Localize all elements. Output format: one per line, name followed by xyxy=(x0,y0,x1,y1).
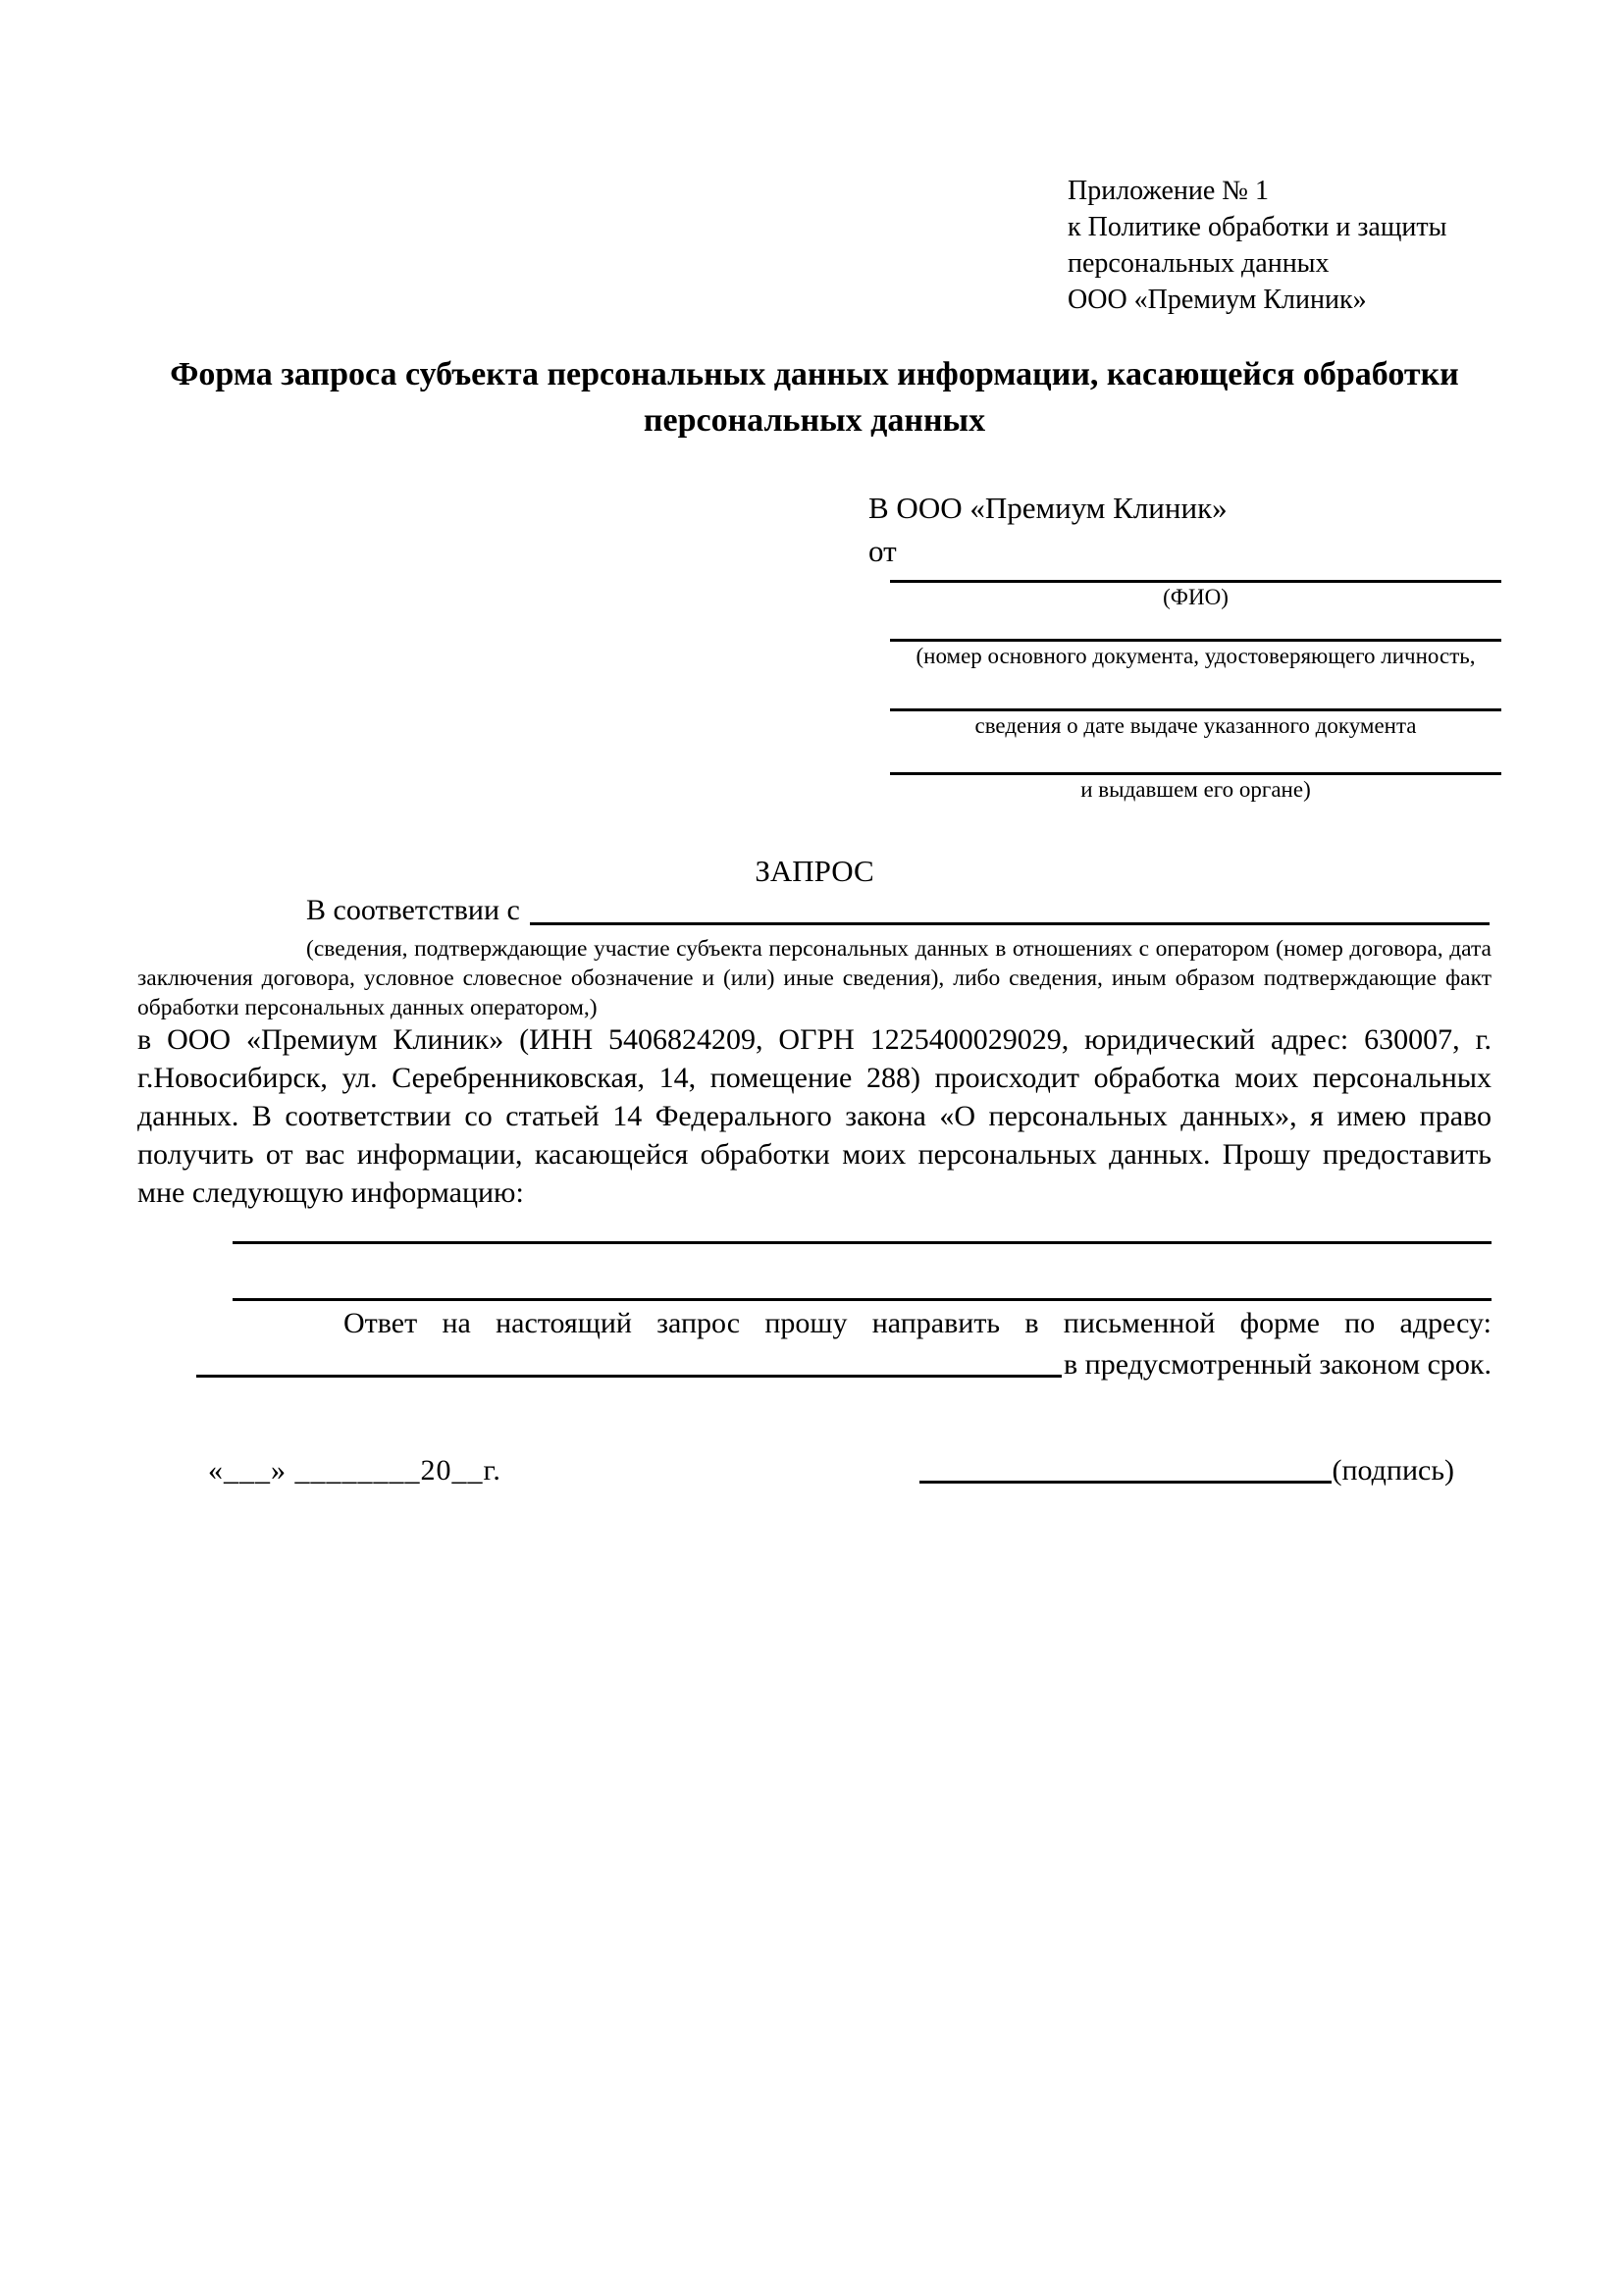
annex-line: Приложение № 1 xyxy=(1068,176,1269,206)
address-row xyxy=(137,1344,1492,1385)
fine-print: (сведения, подтверждающие участие субъекта персональных данных в отношениях с оператором (номер договора, дата заключения договора, условное словесное обозначение и (или) иные сведения), либо сведения, иным образом подтверждающие факт обработки персональных данных оператором,) xyxy=(137,936,1492,1020)
document-title: Форма запроса субъекта персональных данных информации, касающейся обработки персональных данных xyxy=(170,356,1459,439)
signature-caption: (подпись) xyxy=(1332,1454,1454,1487)
annex-line: персональных данных xyxy=(1068,248,1330,279)
addressee-organization: В ООО «Премиум Клиник» xyxy=(868,491,1228,525)
body-paragraph: в ООО «Премиум Клиник» (ИНН 5406824209, ОГРН 1225400029029, юридический адрес: 630007, г. г.Новосибирск, ул. Серебренниковская, 14, помещение 288) происходит обработка моих персональных данных. В соответствии со статьей 14 Федерального закона «О персональных данных», я имею право получить от вас информации, касающейся обработки моих персональных данных. Прошу предоставить мне следующую информацию: xyxy=(137,1023,1492,1209)
response-text: Ответ на настоящий запрос прошу направить в письменной форме по адресу: xyxy=(343,1307,1492,1339)
address-blank-line xyxy=(196,1375,1062,1378)
issuing-authority-caption: и выдавшем его органе) xyxy=(1080,777,1311,802)
date-blank: «___» ________20__г. xyxy=(208,1454,501,1487)
annex-block xyxy=(1068,173,1446,318)
signature-group xyxy=(919,1450,1454,1491)
lead-text: В соответствии с xyxy=(306,894,520,926)
request-heading: ЗАПРОС xyxy=(755,854,874,888)
info-blank-line-1 xyxy=(233,1241,1492,1244)
issue-date-caption: сведения о дате выдаче указанного документа xyxy=(974,713,1417,738)
lead-row xyxy=(137,889,1492,932)
fio-caption: (ФИО) xyxy=(1163,585,1229,609)
addressee-block xyxy=(868,487,1501,805)
lead-blank-line xyxy=(530,889,1490,925)
info-blank-line-2 xyxy=(233,1298,1492,1301)
response-suffix: в предусмотренный законом срок. xyxy=(1064,1348,1492,1381)
signature-row xyxy=(137,1450,1492,1491)
annex-line: к Политике обработки и защиты xyxy=(1068,212,1447,242)
signature-blank-line xyxy=(919,1481,1332,1484)
annex-line: ООО «Премиум Клиник» xyxy=(1068,285,1367,315)
document-number-caption: (номер основного документа, удостоверяющего личность, xyxy=(916,644,1476,668)
response-block xyxy=(137,1303,1492,1385)
addressee-from-label: от xyxy=(868,534,897,568)
